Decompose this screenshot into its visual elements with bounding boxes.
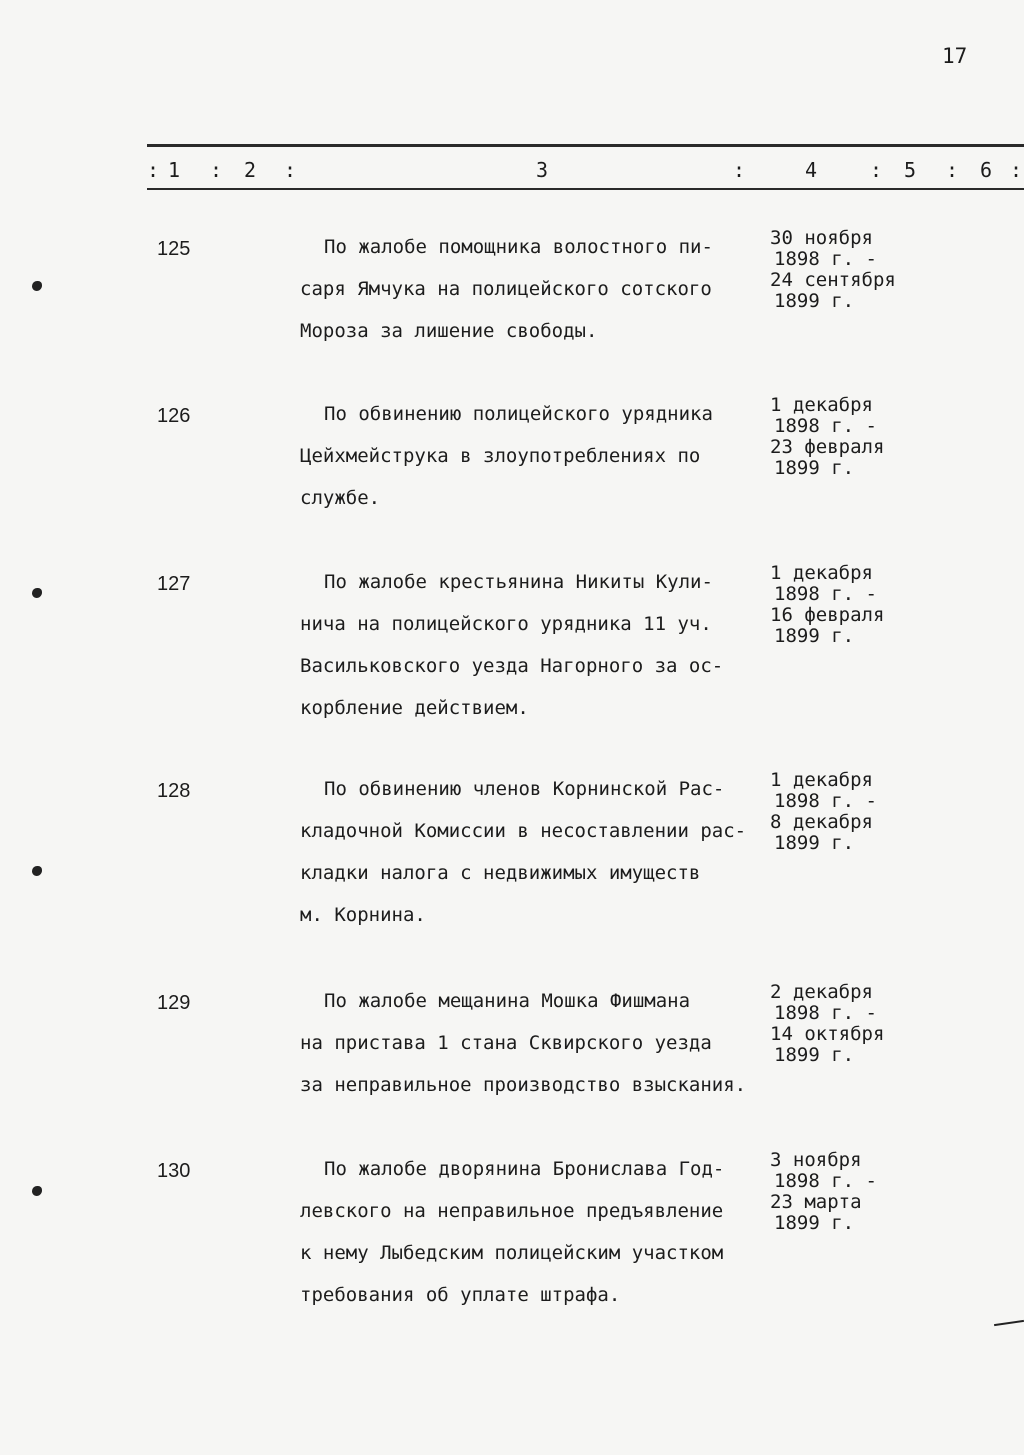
column-header-row xyxy=(0,158,1024,186)
date-year: 1899 г. xyxy=(774,457,855,479)
record-number: 128 xyxy=(157,780,191,802)
record-description xyxy=(300,561,770,729)
column-number-1: 1 xyxy=(168,158,181,182)
description-line: Цейхмейструка в злоупотреблениях по xyxy=(300,445,701,467)
date-year: 1898 г. - xyxy=(774,583,877,605)
page-number: 17 xyxy=(942,44,968,68)
record-number: 126 xyxy=(157,405,191,427)
column-separator: : xyxy=(1010,158,1023,182)
record-number: 127 xyxy=(157,573,191,595)
description-line: По обвинению членов Корнинской Рас- xyxy=(324,778,725,800)
record-description xyxy=(300,768,770,936)
column-number-5: 5 xyxy=(904,158,917,182)
description-line: за неправильное производство взыскания. xyxy=(300,1074,747,1096)
description-line: требования об уплате штрафа. xyxy=(300,1284,621,1306)
record-description xyxy=(300,393,770,519)
punch-hole-mark xyxy=(32,588,42,598)
description-line: По жалобе дворянина Бронислава Год- xyxy=(324,1158,725,1180)
date-day-month: 23 февраля xyxy=(770,436,885,458)
description-line: Васильковского уезда Нагорного за ос- xyxy=(300,655,724,677)
description-line: Мороза за лишение свободы. xyxy=(300,320,598,342)
record-number: 125 xyxy=(157,238,191,260)
column-separator: : xyxy=(284,158,297,182)
description-line: службе. xyxy=(300,487,381,509)
date-year: 1898 г. - xyxy=(774,1170,877,1192)
punch-hole-mark xyxy=(32,866,42,876)
header-rule-bottom xyxy=(147,188,1024,190)
record-dates xyxy=(770,395,884,479)
date-year: 1899 г. xyxy=(774,832,855,854)
date-day-month: 14 октября xyxy=(770,1023,885,1045)
margin-pen-mark xyxy=(994,1320,1024,1326)
column-number-6: 6 xyxy=(980,158,993,182)
date-year: 1898 г. - xyxy=(774,790,877,812)
date-year: 1899 г. xyxy=(774,625,855,647)
column-separator: : xyxy=(870,158,883,182)
date-year: 1898 г. - xyxy=(774,248,877,270)
date-year: 1898 г. - xyxy=(774,1002,877,1024)
column-separator: : xyxy=(210,158,223,182)
date-day-month: 2 декабря xyxy=(770,981,873,1003)
description-line: к нему Лыбедским полицейским участком xyxy=(300,1242,724,1264)
column-number-4: 4 xyxy=(805,158,818,182)
date-day-month: 1 декабря xyxy=(770,394,873,416)
description-line: нича на полицейского урядника 11 уч. xyxy=(300,613,712,635)
record-description xyxy=(300,1148,770,1316)
description-line: кладочной Комиссии в несоставлении рас- xyxy=(300,820,747,842)
date-day-month: 24 сентября xyxy=(770,269,896,291)
column-number-2: 2 xyxy=(244,158,257,182)
date-day-month: 1 декабря xyxy=(770,562,873,584)
description-line: По жалобе помощника волостного пи- xyxy=(324,236,713,258)
description-line: саря Ямчука на полицейского сотского xyxy=(300,278,712,300)
description-line: По жалобе крестьянина Никиты Кули- xyxy=(324,571,713,593)
record-number: 130 xyxy=(157,1160,191,1182)
column-separator: : xyxy=(733,158,746,182)
record-dates xyxy=(770,982,884,1066)
description-line: По жалобе мещанина Мошка Фишмана xyxy=(324,990,691,1012)
date-year: 1899 г. xyxy=(774,1212,855,1234)
punch-hole-mark xyxy=(32,281,42,291)
punch-hole-mark xyxy=(32,1186,42,1196)
date-year: 1898 г. - xyxy=(774,415,877,437)
record-number: 129 xyxy=(157,992,191,1014)
date-day-month: 8 декабря xyxy=(770,811,873,833)
date-year: 1899 г. xyxy=(774,1044,855,1066)
column-number-3: 3 xyxy=(536,158,549,182)
record-dates xyxy=(770,563,884,647)
date-day-month: 3 ноября xyxy=(770,1149,862,1171)
description-line: на пристава 1 стана Сквирского уезда xyxy=(300,1032,712,1054)
record-dates xyxy=(770,770,877,854)
record-dates xyxy=(770,228,896,312)
header-rule-top xyxy=(147,144,1024,147)
record-dates xyxy=(770,1150,877,1234)
description-line: кладки налога с недвижимых имуществ xyxy=(300,862,701,884)
record-description xyxy=(300,226,770,352)
record-description xyxy=(300,980,770,1106)
date-year: 1899 г. xyxy=(774,290,855,312)
description-line: м. Корнина. xyxy=(300,904,426,926)
description-line: корбление действием. xyxy=(300,697,529,719)
date-day-month: 23 марта xyxy=(770,1191,862,1213)
date-day-month: 16 февраля xyxy=(770,604,885,626)
description-line: По обвинению полицейского урядника xyxy=(324,403,713,425)
column-separator: : xyxy=(946,158,959,182)
date-day-month: 30 ноября xyxy=(770,227,873,249)
column-separator: : xyxy=(147,158,160,182)
description-line: левского на неправильное предъявление xyxy=(300,1200,724,1222)
date-day-month: 1 декабря xyxy=(770,769,873,791)
